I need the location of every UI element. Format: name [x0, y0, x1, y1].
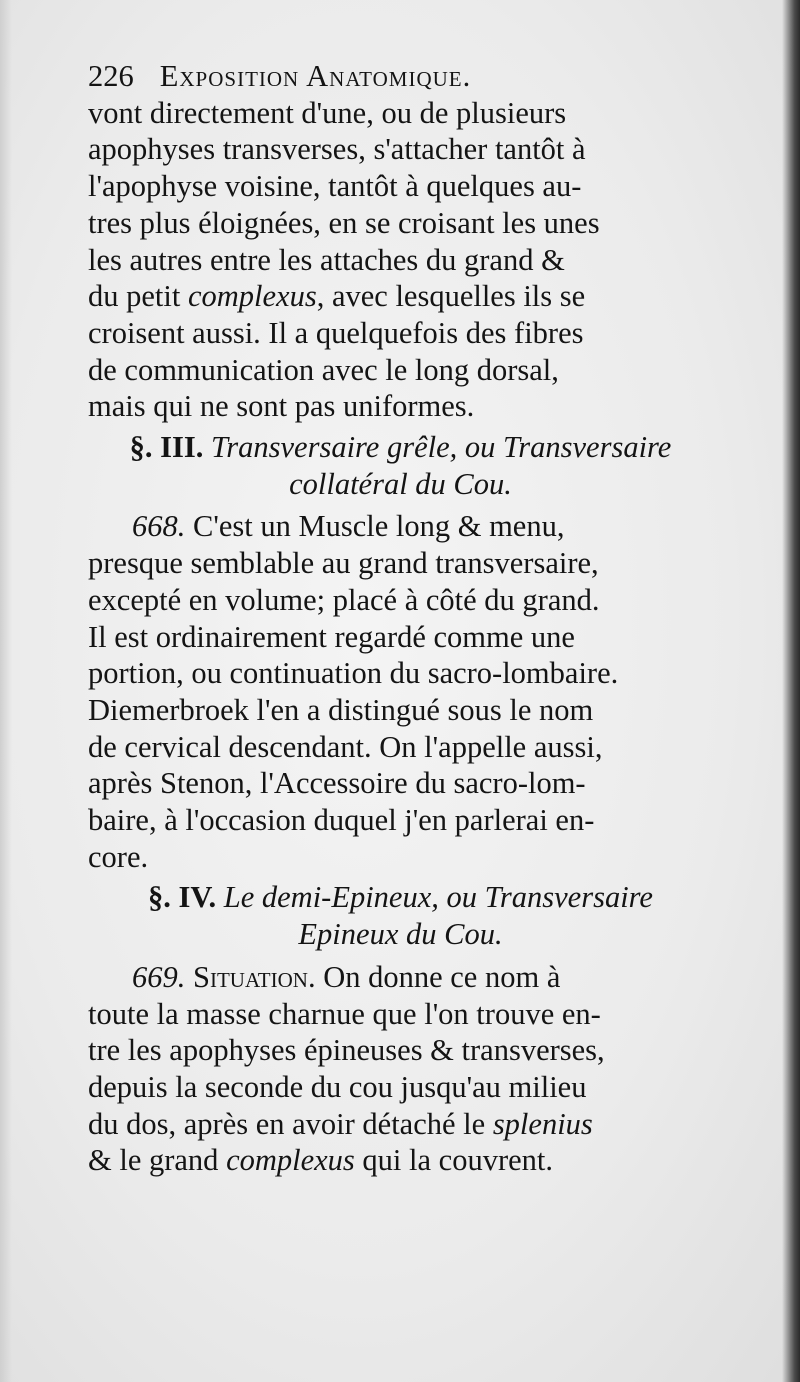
page-header — [88, 58, 713, 95]
text-line: toute la masse charnue que l'on trouve en- — [88, 996, 601, 1031]
text-line: apophyses transverses, s'attacher tantôt à — [88, 132, 586, 167]
text-line: excepté en volume; placé à côté du grand. — [88, 582, 600, 617]
section-title-line-2: Epineux du Cou. — [298, 917, 503, 952]
text-line: portion, ou continuation du sacro-lombaire. — [88, 656, 619, 691]
paragraph-number: 668. — [132, 509, 186, 544]
paragraph-number: 669. — [132, 959, 186, 994]
text-line: après Stenon, l'Accessoire du sacro-lom- — [88, 766, 586, 801]
text-line: core. — [88, 839, 149, 874]
text-line: vont directement d'une, ou de plusieurs — [88, 95, 567, 130]
section-title-line-1: Transversaire grêle, ou Transversaire — [211, 430, 672, 465]
section-mark: §. IV. — [148, 880, 217, 915]
paragraph-label: Situation. — [193, 959, 316, 994]
section-mark: §. III. — [129, 430, 204, 465]
text-line: Il est ordinairement regardé comme une — [88, 619, 575, 654]
text-line: depuis la seconde du cou jusqu'au milieu — [88, 1069, 587, 1104]
text-line: Diemerbroek l'en a distingué sous le nom — [88, 692, 594, 727]
text-line: du petit complexus, avec lesquelles ils se — [88, 279, 586, 314]
section-title-line-1: Le demi-Epineux, ou Transversaire — [223, 880, 653, 915]
paragraph-continued — [88, 95, 713, 425]
text-line: croisent aussi. Il a quelquefois des fibres — [88, 315, 584, 350]
text-line: presque semblable au grand transversaire, — [88, 546, 599, 581]
running-title: Exposition Anatomique. — [159, 59, 472, 93]
text-line: de cervical descendant. On l'appelle aussi, — [88, 729, 603, 764]
text-line: baire, à l'occasion duquel j'en parlerai en- — [88, 803, 595, 838]
paragraph-669 — [88, 959, 713, 1179]
text-line: l'apophyse voisine, tantôt à quelques au- — [88, 169, 582, 204]
book-spine-shadow — [782, 0, 800, 1382]
section-heading-iv — [88, 879, 713, 952]
text-line: 668. C'est un Muscle long & menu, — [132, 509, 565, 544]
text-line: de communication avec le long dorsal, — [88, 352, 559, 387]
page-number: 226 — [88, 59, 134, 93]
paragraph-668 — [88, 508, 713, 875]
section-title-line-2: collatéral du Cou. — [289, 466, 512, 501]
text-line: 669. Situation. On donne ce nom à — [132, 959, 561, 994]
page-text — [88, 58, 713, 1179]
text-line: & le grand complexus qui la couvrent. — [88, 1143, 553, 1178]
text-line: les autres entre les attaches du grand & — [88, 242, 565, 277]
text-line: mais qui ne sont pas uniformes. — [88, 389, 475, 424]
text-line: tres plus éloignées, en se croisant les unes — [88, 205, 600, 240]
section-heading-iii — [88, 429, 713, 502]
text-line: tre les apophyses épineuses & transverses, — [88, 1033, 605, 1068]
text-line: du dos, après en avoir détaché le splenius — [88, 1106, 593, 1141]
